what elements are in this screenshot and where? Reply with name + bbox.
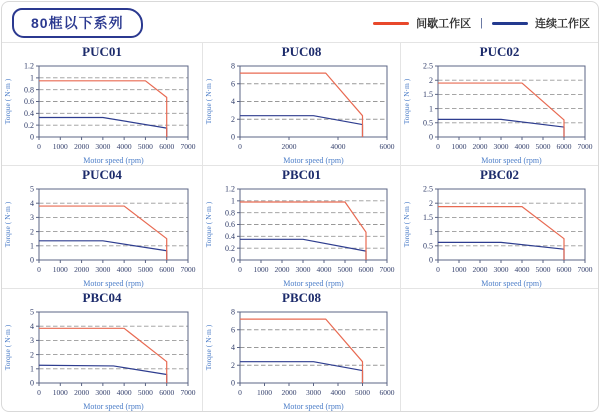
svg-text:1: 1	[429, 227, 433, 237]
chart-plot	[401, 60, 598, 165]
svg-text:5000: 5000	[337, 265, 353, 274]
svg-text:0.5: 0.5	[423, 118, 433, 128]
svg-text:0.6: 0.6	[24, 97, 34, 107]
chart-cell-puc04	[2, 165, 202, 288]
svg-text:1: 1	[231, 196, 235, 206]
svg-text:Motor speed (rpm): Motor speed (rpm)	[283, 402, 344, 411]
svg-text:Motor speed (rpm): Motor speed (rpm)	[283, 279, 344, 288]
svg-text:7000: 7000	[180, 265, 196, 274]
svg-text:4: 4	[30, 198, 34, 208]
svg-text:6000: 6000	[556, 265, 572, 274]
svg-text:6000: 6000	[379, 142, 395, 151]
svg-text:1: 1	[30, 364, 34, 374]
empty-cell	[400, 288, 598, 411]
chart-title: PUC04	[82, 167, 122, 182]
svg-text:0: 0	[436, 142, 440, 151]
chart-plot	[401, 183, 598, 288]
svg-text:1.5: 1.5	[423, 90, 433, 100]
svg-text:1: 1	[429, 104, 433, 114]
chart-svg	[203, 306, 400, 411]
svg-text:Torque ( N·m ): Torque ( N·m )	[204, 78, 213, 125]
svg-text:0: 0	[37, 265, 41, 274]
svg-text:Motor speed (rpm): Motor speed (rpm)	[481, 279, 542, 288]
svg-text:4000: 4000	[514, 142, 530, 151]
legend-continuous-line-icon	[492, 22, 528, 25]
chart-svg	[2, 60, 201, 165]
svg-text:2: 2	[30, 227, 34, 237]
svg-text:0: 0	[231, 255, 235, 265]
svg-text:0.2: 0.2	[225, 243, 235, 253]
legend-intermittent-line-icon	[373, 22, 409, 25]
svg-text:4000: 4000	[116, 265, 132, 274]
svg-text:5000: 5000	[137, 388, 153, 397]
svg-text:0: 0	[429, 132, 433, 142]
chart-svg	[401, 60, 598, 165]
svg-text:7000: 7000	[180, 142, 196, 151]
svg-text:2000: 2000	[74, 142, 90, 151]
svg-text:Torque ( N·m ): Torque ( N·m )	[204, 324, 213, 371]
svg-text:0.5: 0.5	[423, 241, 433, 251]
svg-text:3: 3	[30, 213, 34, 223]
svg-text:0.8: 0.8	[24, 85, 34, 95]
chart-cell-pbc02	[400, 165, 598, 288]
svg-text:2: 2	[429, 75, 433, 85]
svg-text:0: 0	[30, 132, 34, 142]
svg-text:1000: 1000	[52, 388, 68, 397]
legend	[373, 15, 590, 31]
legend-continuous-label: 连续工作区	[535, 18, 590, 30]
chart-title: PBC01	[282, 167, 321, 182]
chart-cell-pbc04	[2, 288, 202, 411]
svg-text:Torque ( N·m ): Torque ( N·m )	[3, 78, 12, 125]
svg-text:5: 5	[30, 307, 34, 317]
chart-cell-pbc01	[202, 165, 400, 288]
svg-text:2000: 2000	[74, 388, 90, 397]
svg-text:0: 0	[231, 378, 235, 388]
svg-text:4: 4	[30, 321, 34, 331]
svg-text:2000: 2000	[274, 265, 290, 274]
svg-text:Motor speed (rpm): Motor speed (rpm)	[83, 402, 144, 411]
svg-text:Torque ( N·m ): Torque ( N·m )	[402, 201, 411, 248]
svg-text:1000: 1000	[52, 142, 68, 151]
svg-text:0: 0	[429, 255, 433, 265]
chart-title: PUC01	[82, 44, 122, 59]
svg-text:2: 2	[231, 114, 235, 124]
svg-text:0: 0	[37, 388, 41, 397]
chart-plot	[203, 183, 400, 288]
svg-text:1000: 1000	[52, 265, 68, 274]
chart-title: PUC02	[479, 44, 520, 59]
svg-text:3000: 3000	[95, 388, 111, 397]
chart-svg	[401, 183, 598, 288]
svg-text:6000: 6000	[159, 142, 175, 151]
svg-text:5000: 5000	[535, 265, 551, 274]
legend-separator: |	[480, 17, 483, 29]
chart-plot	[203, 60, 400, 165]
chart-cell-pbc08	[202, 288, 400, 411]
chart-svg	[203, 183, 400, 288]
svg-text:3000: 3000	[95, 142, 111, 151]
chart-plot	[2, 306, 202, 411]
svg-text:0.8: 0.8	[225, 208, 235, 218]
chart-svg	[2, 306, 201, 411]
svg-text:2000: 2000	[472, 142, 488, 151]
svg-text:1.2: 1.2	[24, 61, 34, 71]
svg-text:6000: 6000	[159, 265, 175, 274]
svg-text:Torque ( N·m ): Torque ( N·m )	[204, 201, 213, 248]
svg-text:0.4: 0.4	[225, 232, 235, 242]
svg-text:8: 8	[231, 307, 235, 317]
svg-text:6000: 6000	[358, 265, 374, 274]
svg-text:0: 0	[231, 132, 235, 142]
svg-text:1: 1	[30, 241, 34, 251]
svg-text:2000: 2000	[74, 265, 90, 274]
chart-cell-puc02	[400, 42, 598, 165]
svg-text:2000: 2000	[472, 265, 488, 274]
svg-text:4000: 4000	[330, 142, 346, 151]
svg-text:4000: 4000	[514, 265, 530, 274]
svg-text:4000: 4000	[330, 388, 346, 397]
svg-text:6: 6	[231, 79, 235, 89]
svg-text:6000: 6000	[556, 142, 572, 151]
svg-text:3000: 3000	[95, 265, 111, 274]
svg-text:0: 0	[30, 255, 34, 265]
svg-text:7000: 7000	[577, 265, 593, 274]
svg-text:Torque ( N·m ): Torque ( N·m )	[402, 78, 411, 125]
svg-text:1.5: 1.5	[423, 213, 433, 223]
svg-text:Torque ( N·m ): Torque ( N·m )	[3, 324, 12, 371]
svg-text:4: 4	[231, 97, 235, 107]
svg-text:0: 0	[30, 378, 34, 388]
svg-text:0: 0	[238, 388, 242, 397]
svg-text:2000: 2000	[281, 142, 297, 151]
svg-text:5: 5	[30, 184, 34, 194]
series-badge: 80框以下系列	[12, 8, 143, 38]
chart-plot	[2, 60, 202, 165]
chart-grid	[2, 42, 598, 411]
svg-text:3000: 3000	[493, 265, 509, 274]
svg-text:6000: 6000	[159, 388, 175, 397]
chart-plot	[203, 306, 400, 411]
svg-text:6: 6	[231, 325, 235, 335]
svg-text:2.5: 2.5	[423, 184, 433, 194]
chart-title: PBC04	[82, 290, 122, 305]
svg-text:0.4: 0.4	[24, 109, 34, 119]
svg-text:1000: 1000	[257, 388, 272, 397]
chart-cell-puc08	[202, 42, 400, 165]
chart-title: PBC08	[282, 290, 321, 305]
svg-text:4000: 4000	[316, 265, 332, 274]
svg-text:7000: 7000	[180, 388, 196, 397]
svg-text:Torque ( N·m ): Torque ( N·m )	[3, 201, 12, 248]
chart-svg	[2, 183, 201, 288]
svg-text:0: 0	[37, 142, 41, 151]
svg-text:4000: 4000	[116, 142, 132, 151]
svg-text:7000: 7000	[577, 142, 593, 151]
svg-text:5000: 5000	[137, 142, 153, 151]
chart-svg	[203, 60, 400, 165]
svg-text:Motor speed (rpm): Motor speed (rpm)	[283, 156, 344, 165]
svg-text:1000: 1000	[451, 142, 467, 151]
svg-text:3: 3	[30, 336, 34, 346]
svg-text:5000: 5000	[535, 142, 551, 151]
svg-text:0.2: 0.2	[24, 120, 34, 130]
svg-text:3000: 3000	[306, 388, 321, 397]
svg-text:Motor speed (rpm): Motor speed (rpm)	[83, 279, 144, 288]
svg-text:5000: 5000	[137, 265, 153, 274]
svg-text:2000: 2000	[281, 388, 297, 397]
page-frame	[1, 1, 599, 412]
svg-text:0: 0	[238, 265, 242, 274]
svg-text:1: 1	[30, 73, 34, 83]
svg-text:0: 0	[238, 142, 242, 151]
svg-text:5000: 5000	[355, 388, 370, 397]
svg-text:2: 2	[30, 350, 34, 360]
svg-text:6000: 6000	[379, 388, 395, 397]
chart-title: PBC02	[480, 167, 519, 182]
chart-title: PUC08	[281, 44, 322, 59]
svg-text:Motor speed (rpm): Motor speed (rpm)	[481, 156, 542, 165]
svg-text:0.6: 0.6	[225, 220, 235, 230]
svg-text:3000: 3000	[493, 142, 509, 151]
svg-text:1.2: 1.2	[225, 184, 235, 194]
svg-text:1000: 1000	[451, 265, 467, 274]
page-header	[2, 2, 598, 42]
svg-text:4: 4	[231, 343, 235, 353]
chart-cell-puc01	[2, 42, 202, 165]
svg-text:2: 2	[231, 360, 235, 370]
svg-text:7000: 7000	[379, 265, 395, 274]
chart-plot	[2, 183, 202, 288]
legend-intermittent-label: 间歇工作区	[416, 18, 472, 30]
svg-text:1000: 1000	[253, 265, 269, 274]
svg-text:2: 2	[429, 198, 433, 208]
svg-text:8: 8	[231, 61, 235, 71]
svg-text:3000: 3000	[295, 265, 311, 274]
svg-text:4000: 4000	[116, 388, 132, 397]
svg-text:2.5: 2.5	[423, 61, 433, 71]
svg-text:Motor speed (rpm): Motor speed (rpm)	[83, 156, 144, 165]
svg-text:0: 0	[436, 265, 440, 274]
